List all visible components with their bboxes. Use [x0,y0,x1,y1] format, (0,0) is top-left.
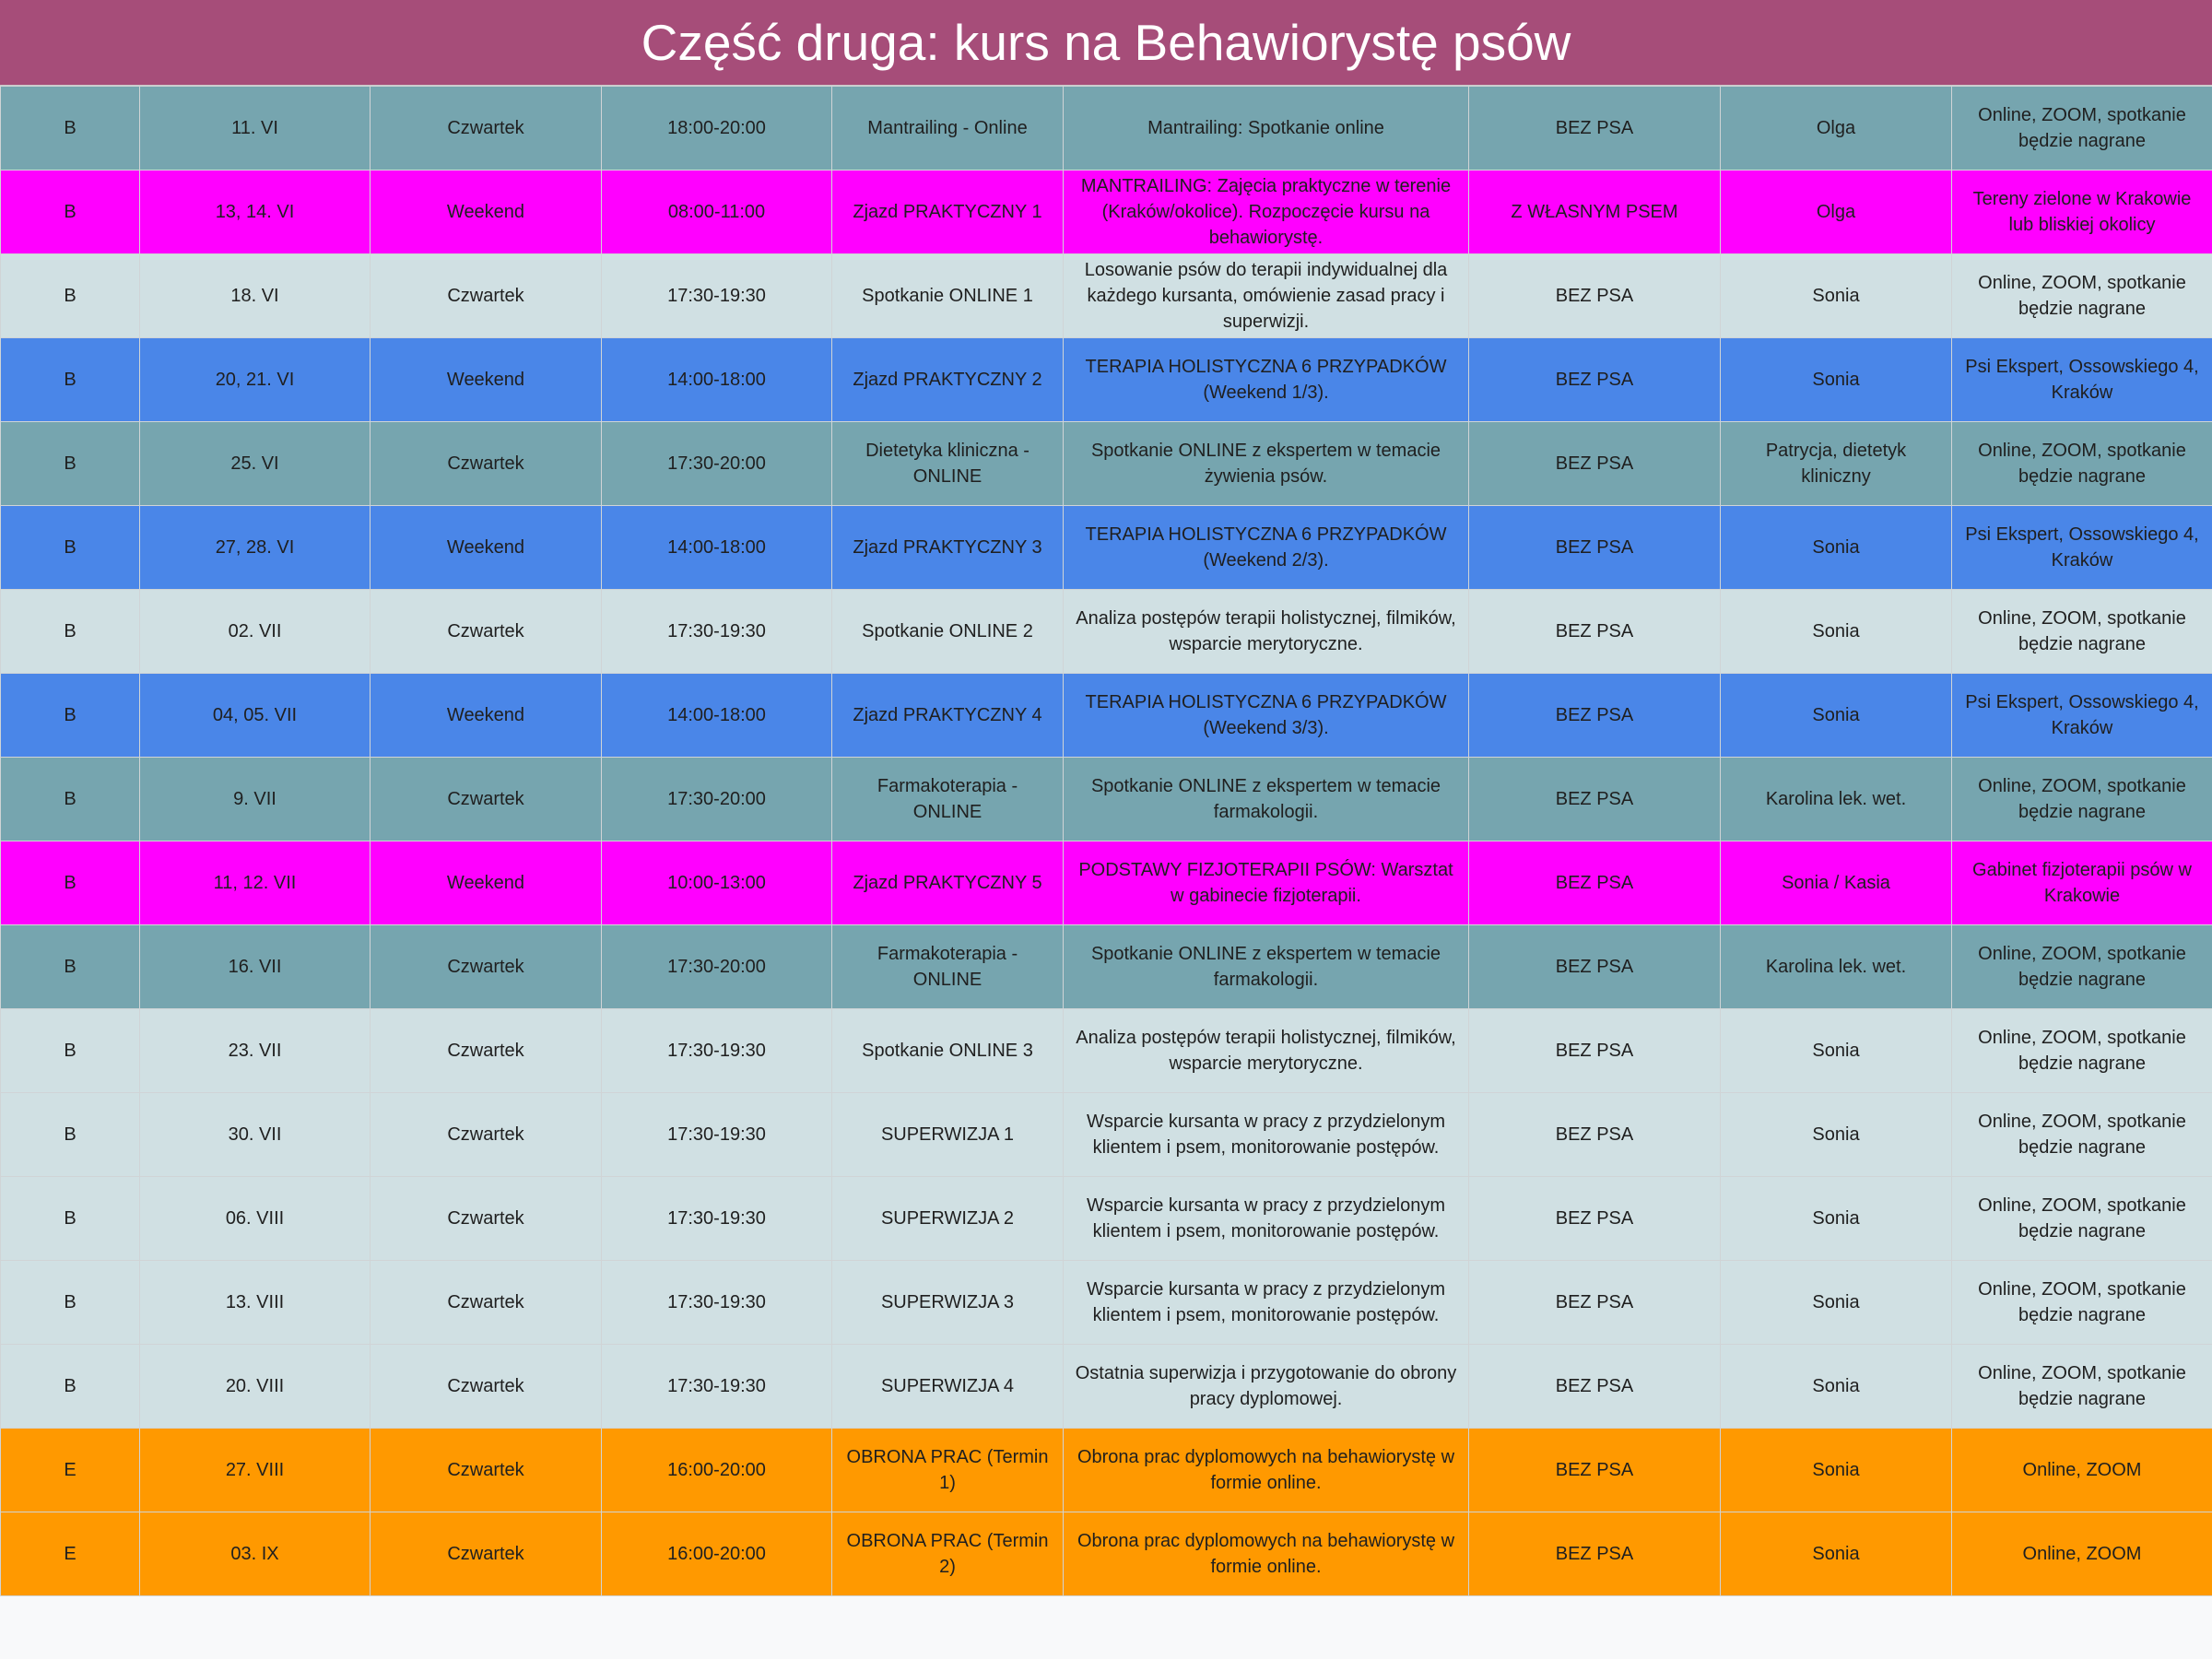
location-cell[interactable]: Online, ZOOM, spotkanie będzie nagrane [1952,1093,2212,1177]
module-cell[interactable]: OBRONA PRAC (Termin 1) [832,1429,1064,1512]
type-cell[interactable]: B [1,87,140,171]
module-cell[interactable]: OBRONA PRAC (Termin 2) [832,1512,1064,1596]
dog-requirement-cell[interactable]: BEZ PSA [1469,674,1721,758]
trainer-cell[interactable]: Sonia [1721,590,1952,674]
day-cell[interactable]: Czwartek [371,254,602,338]
time-cell[interactable]: 10:00-13:00 [602,841,832,925]
schedule-row [1,1009,2212,1093]
dog-requirement-cell[interactable]: BEZ PSA [1469,506,1721,590]
module-cell[interactable]: Zjazd PRAKTYCZNY 4 [832,674,1064,758]
sheet-title: Część druga: kurs na Behawiorystę psów [0,0,2212,86]
type-cell[interactable]: B [1,925,140,1009]
topic-cell[interactable]: Wsparcie kursanta w pracy z przydzielonym klientem i psem, monitorowanie postępów. [1064,1261,1469,1345]
dog-requirement-cell[interactable]: BEZ PSA [1469,1009,1721,1093]
trainer-cell[interactable]: Sonia / Kasia [1721,841,1952,925]
schedule-row [1,338,2212,422]
day-cell[interactable]: Czwartek [371,87,602,171]
topic-cell[interactable]: Spotkanie ONLINE z ekspertem w temacie żywienia psów. [1064,422,1469,506]
date-cell[interactable]: 11. VI [140,87,371,171]
schedule-row [1,925,2212,1009]
time-cell[interactable]: 17:30-19:30 [602,1345,832,1429]
date-cell[interactable]: 20, 21. VI [140,338,371,422]
location-cell[interactable]: Online, ZOOM, spotkanie będzie nagrane [1952,1345,2212,1429]
type-cell[interactable]: B [1,758,140,841]
location-cell[interactable]: Online, ZOOM, spotkanie będzie nagrane [1952,1261,2212,1345]
topic-cell[interactable]: TERAPIA HOLISTYCZNA 6 PRZYPADKÓW (Weekend 1/3). [1064,338,1469,422]
day-cell[interactable]: Weekend [371,338,602,422]
date-cell[interactable]: 9. VII [140,758,371,841]
day-cell[interactable]: Weekend [371,171,602,254]
module-cell[interactable]: Zjazd PRAKTYCZNY 1 [832,171,1064,254]
module-cell[interactable]: Spotkanie ONLINE 1 [832,254,1064,338]
trainer-cell[interactable]: Olga [1721,171,1952,254]
module-cell[interactable]: SUPERWIZJA 3 [832,1261,1064,1345]
dog-requirement-cell[interactable]: BEZ PSA [1469,1345,1721,1429]
topic-cell[interactable]: PODSTAWY FIZJOTERAPII PSÓW: Warsztat w gabinecie fizjoterapii. [1064,841,1469,925]
location-cell[interactable]: Online, ZOOM, spotkanie będzie nagrane [1952,1009,2212,1093]
day-cell[interactable]: Weekend [371,506,602,590]
type-cell[interactable]: B [1,590,140,674]
dog-requirement-cell[interactable]: BEZ PSA [1469,254,1721,338]
time-cell[interactable]: 18:00-20:00 [602,87,832,171]
date-cell[interactable]: 03. IX [140,1512,371,1596]
dog-requirement-cell[interactable]: BEZ PSA [1469,422,1721,506]
day-cell[interactable]: Czwartek [371,1512,602,1596]
trainer-cell[interactable]: Sonia [1721,1429,1952,1512]
location-cell[interactable]: Online, ZOOM, spotkanie będzie nagrane [1952,925,2212,1009]
day-cell[interactable]: Czwartek [371,925,602,1009]
date-cell[interactable]: 25. VI [140,422,371,506]
time-cell[interactable]: 17:30-19:30 [602,1093,832,1177]
trainer-cell[interactable]: Olga [1721,87,1952,171]
date-cell[interactable]: 18. VI [140,254,371,338]
location-cell[interactable]: Online, ZOOM, spotkanie będzie nagrane [1952,1177,2212,1261]
day-cell[interactable]: Czwartek [371,1093,602,1177]
type-cell[interactable]: B [1,254,140,338]
location-cell[interactable]: Online, ZOOM [1952,1512,2212,1596]
trainer-cell[interactable]: Sonia [1721,254,1952,338]
topic-cell[interactable]: Ostatnia superwizja i przygotowanie do obrony pracy dyplomowej. [1064,1345,1469,1429]
schedule-row [1,841,2212,925]
type-cell[interactable]: B [1,1009,140,1093]
location-cell[interactable]: Online, ZOOM, spotkanie będzie nagrane [1952,590,2212,674]
schedule-row [1,254,2212,338]
date-cell[interactable]: 23. VII [140,1009,371,1093]
trainer-cell[interactable]: Sonia [1721,338,1952,422]
day-cell[interactable]: Czwartek [371,422,602,506]
day-cell[interactable]: Czwartek [371,1261,602,1345]
day-cell[interactable]: Weekend [371,841,602,925]
dog-requirement-cell[interactable]: BEZ PSA [1469,925,1721,1009]
dog-requirement-cell[interactable]: BEZ PSA [1469,1429,1721,1512]
dog-requirement-cell[interactable]: BEZ PSA [1469,1093,1721,1177]
schedule-row [1,758,2212,841]
trainer-cell[interactable]: Patrycja, dietetyk kliniczny [1721,422,1952,506]
day-cell[interactable]: Czwartek [371,758,602,841]
topic-cell[interactable]: Obrona prac dyplomowych na behawiorystę w formie online. [1064,1512,1469,1596]
date-cell[interactable]: 11, 12. VII [140,841,371,925]
trainer-cell[interactable]: Sonia [1721,506,1952,590]
time-cell[interactable]: 17:30-20:00 [602,422,832,506]
topic-cell[interactable]: Wsparcie kursanta w pracy z przydzielonym klientem i psem, monitorowanie postępów. [1064,1177,1469,1261]
topic-cell[interactable]: Wsparcie kursanta w pracy z przydzielonym klientem i psem, monitorowanie postępów. [1064,1093,1469,1177]
topic-cell[interactable]: Spotkanie ONLINE z ekspertem w temacie farmakologii. [1064,758,1469,841]
time-cell[interactable]: 17:30-20:00 [602,925,832,1009]
dog-requirement-cell[interactable]: Z WŁASNYM PSEM [1469,171,1721,254]
date-cell[interactable]: 30. VII [140,1093,371,1177]
dog-requirement-cell[interactable]: BEZ PSA [1469,841,1721,925]
schedule-row [1,1177,2212,1261]
type-cell[interactable]: B [1,506,140,590]
schedule-row [1,422,2212,506]
date-cell[interactable]: 02. VII [140,590,371,674]
trainer-cell[interactable]: Sonia [1721,1093,1952,1177]
date-cell[interactable]: 27, 28. VI [140,506,371,590]
time-cell[interactable]: 17:30-19:30 [602,1261,832,1345]
topic-cell[interactable]: Mantrailing: Spotkanie online [1064,87,1469,171]
date-cell[interactable]: 27. VIII [140,1429,371,1512]
schedule-body [1,87,2212,1596]
type-cell[interactable]: B [1,674,140,758]
time-cell[interactable]: 08:00-11:00 [602,171,832,254]
date-cell[interactable]: 20. VIII [140,1345,371,1429]
time-cell[interactable]: 16:00-20:00 [602,1429,832,1512]
location-cell[interactable]: Psi Ekspert, Ossowskiego 4, Kraków [1952,674,2212,758]
dog-requirement-cell[interactable]: BEZ PSA [1469,338,1721,422]
topic-cell[interactable]: Analiza postępów terapii holistycznej, filmików, wsparcie merytoryczne. [1064,1009,1469,1093]
schedule-row [1,506,2212,590]
module-cell[interactable]: Zjazd PRAKTYCZNY 5 [832,841,1064,925]
trainer-cell[interactable]: Sonia [1721,1177,1952,1261]
module-cell[interactable]: SUPERWIZJA 2 [832,1177,1064,1261]
dog-requirement-cell[interactable]: BEZ PSA [1469,1177,1721,1261]
date-cell[interactable]: 16. VII [140,925,371,1009]
location-cell[interactable]: Online, ZOOM, spotkanie będzie nagrane [1952,758,2212,841]
location-cell[interactable]: Tereny zielone w Krakowie lub bliskiej okolicy [1952,171,2212,254]
time-cell[interactable]: 17:30-19:30 [602,590,832,674]
type-cell[interactable]: B [1,841,140,925]
topic-cell[interactable]: Analiza postępów terapii holistycznej, filmików, wsparcie merytoryczne. [1064,590,1469,674]
module-cell[interactable]: Mantrailing - Online [832,87,1064,171]
type-cell[interactable]: B [1,1177,140,1261]
type-cell[interactable]: B [1,1261,140,1345]
module-cell[interactable]: Farmakoterapia - ONLINE [832,925,1064,1009]
time-cell[interactable]: 17:30-19:30 [602,1177,832,1261]
location-cell[interactable]: Psi Ekspert, Ossowskiego 4, Kraków [1952,338,2212,422]
location-cell[interactable]: Online, ZOOM [1952,1429,2212,1512]
type-cell[interactable]: B [1,338,140,422]
location-cell[interactable]: Online, ZOOM, spotkanie będzie nagrane [1952,422,2212,506]
location-cell[interactable]: Online, ZOOM, spotkanie będzie nagrane [1952,87,2212,171]
day-cell[interactable]: Czwartek [371,1009,602,1093]
date-cell[interactable]: 13, 14. VI [140,171,371,254]
dog-requirement-cell[interactable]: BEZ PSA [1469,1512,1721,1596]
schedule-row [1,87,2212,171]
time-cell[interactable]: 17:30-19:30 [602,254,832,338]
type-cell[interactable]: B [1,171,140,254]
time-cell[interactable]: 17:30-20:00 [602,758,832,841]
schedule-table [0,86,2212,1596]
schedule-row [1,1093,2212,1177]
schedule-row [1,1429,2212,1512]
topic-cell[interactable]: Spotkanie ONLINE z ekspertem w temacie farmakologii. [1064,925,1469,1009]
date-cell[interactable]: 13. VIII [140,1261,371,1345]
topic-cell[interactable]: Losowanie psów do terapii indywidualnej dla każdego kursanta, omówienie zasad pracy i superwizji. [1064,254,1469,338]
trainer-cell[interactable]: Sonia [1721,1009,1952,1093]
dog-requirement-cell[interactable]: BEZ PSA [1469,1261,1721,1345]
module-cell[interactable]: SUPERWIZJA 4 [832,1345,1064,1429]
schedule-row [1,171,2212,254]
topic-cell[interactable]: Obrona prac dyplomowych na behawiorystę w formie online. [1064,1429,1469,1512]
dog-requirement-cell[interactable]: BEZ PSA [1469,590,1721,674]
date-cell[interactable]: 06. VIII [140,1177,371,1261]
location-cell[interactable]: Gabinet fizjoterapii psów w Krakowie [1952,841,2212,925]
trainer-cell[interactable]: Sonia [1721,1512,1952,1596]
time-cell[interactable]: 14:00-18:00 [602,338,832,422]
module-cell[interactable]: Farmakoterapia - ONLINE [832,758,1064,841]
day-cell[interactable]: Czwartek [371,1345,602,1429]
day-cell[interactable]: Czwartek [371,1177,602,1261]
type-cell[interactable]: B [1,1345,140,1429]
trainer-cell[interactable]: Sonia [1721,1261,1952,1345]
dog-requirement-cell[interactable]: BEZ PSA [1469,87,1721,171]
time-cell[interactable]: 17:30-19:30 [602,1009,832,1093]
trainer-cell[interactable]: Karolina lek. wet. [1721,925,1952,1009]
trainer-cell[interactable]: Sonia [1721,674,1952,758]
topic-cell[interactable]: MANTRAILING: Zajęcia praktyczne w terenie (Kraków/okolice). Rozpoczęcie kursu na behawiorystę. [1064,171,1469,254]
module-cell[interactable]: Spotkanie ONLINE 3 [832,1009,1064,1093]
schedule-row [1,590,2212,674]
date-cell[interactable]: 04, 05. VII [140,674,371,758]
location-cell[interactable]: Psi Ekspert, Ossowskiego 4, Kraków [1952,506,2212,590]
time-cell[interactable]: 14:00-18:00 [602,674,832,758]
trainer-cell[interactable]: Karolina lek. wet. [1721,758,1952,841]
schedule-row [1,1512,2212,1596]
schedule-row [1,674,2212,758]
type-cell[interactable]: E [1,1512,140,1596]
day-cell[interactable]: Czwartek [371,590,602,674]
day-cell[interactable]: Czwartek [371,1429,602,1512]
module-cell[interactable]: Zjazd PRAKTYCZNY 2 [832,338,1064,422]
type-cell[interactable]: B [1,422,140,506]
type-cell[interactable]: B [1,1093,140,1177]
location-cell[interactable]: Online, ZOOM, spotkanie będzie nagrane [1952,254,2212,338]
module-cell[interactable]: SUPERWIZJA 1 [832,1093,1064,1177]
schedule-row [1,1345,2212,1429]
day-cell[interactable]: Weekend [371,674,602,758]
topic-cell[interactable]: TERAPIA HOLISTYCZNA 6 PRZYPADKÓW (Weekend 2/3). [1064,506,1469,590]
time-cell[interactable]: 14:00-18:00 [602,506,832,590]
dog-requirement-cell[interactable]: BEZ PSA [1469,758,1721,841]
topic-cell[interactable]: TERAPIA HOLISTYCZNA 6 PRZYPADKÓW (Weekend 3/3). [1064,674,1469,758]
trainer-cell[interactable]: Sonia [1721,1345,1952,1429]
time-cell[interactable]: 16:00-20:00 [602,1512,832,1596]
module-cell[interactable]: Dietetyka kliniczna - ONLINE [832,422,1064,506]
module-cell[interactable]: Spotkanie ONLINE 2 [832,590,1064,674]
type-cell[interactable]: E [1,1429,140,1512]
schedule-row [1,1261,2212,1345]
module-cell[interactable]: Zjazd PRAKTYCZNY 3 [832,506,1064,590]
